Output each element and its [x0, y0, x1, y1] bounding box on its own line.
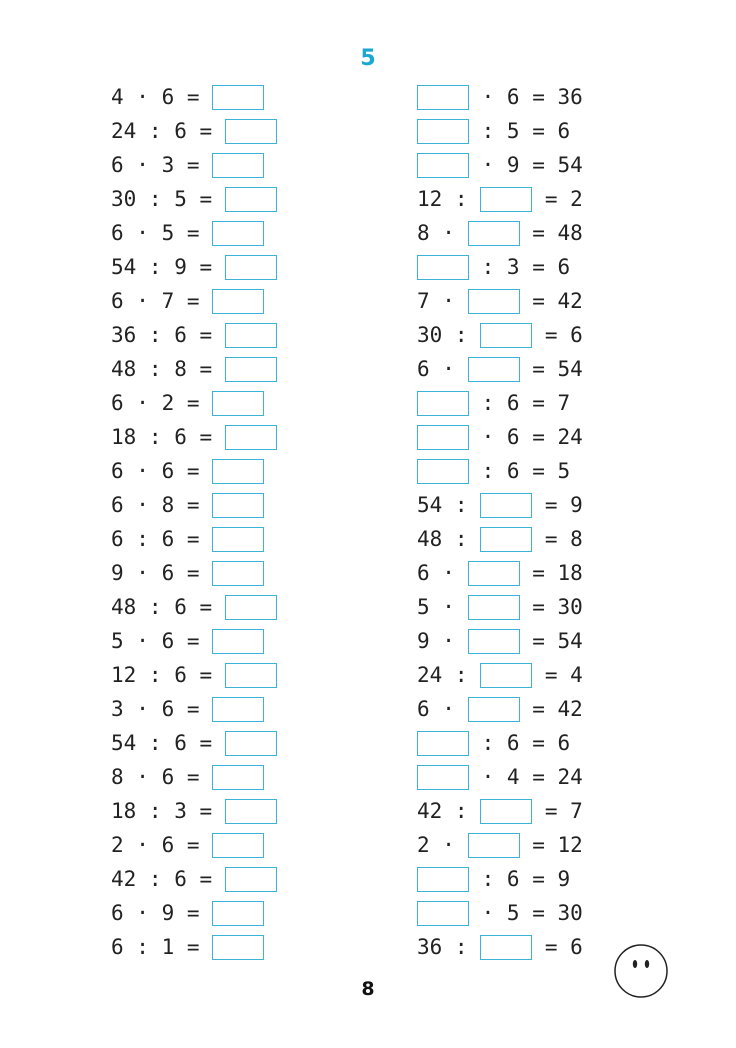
right-exercise-column: [417, 80, 583, 964]
exercise-text: 54 : 6 =: [111, 731, 225, 755]
answer-box[interactable]: [225, 595, 277, 620]
right-exercise-row: [417, 726, 583, 760]
right-exercise-row: [417, 148, 583, 182]
left-exercise-row: [111, 760, 277, 794]
answer-box[interactable]: [480, 187, 532, 212]
answer-box[interactable]: [480, 935, 532, 960]
answer-box[interactable]: [225, 119, 277, 144]
left-exercise-row: [111, 488, 277, 522]
left-exercise-row: [111, 114, 277, 148]
right-exercise-row: [417, 352, 583, 386]
answer-box[interactable]: [225, 323, 277, 348]
answer-box[interactable]: [225, 425, 277, 450]
answer-box[interactable]: [417, 425, 469, 450]
exercise-text: 18 : 3 =: [111, 799, 225, 823]
left-exercise-row: [111, 930, 277, 964]
right-exercise-row: [417, 182, 583, 216]
exercise-text: 8 · 6 =: [111, 765, 213, 789]
exercise-text: 30 :: [417, 323, 481, 347]
answer-box[interactable]: [417, 901, 469, 926]
answer-box[interactable]: [480, 323, 532, 348]
left-exercise-row: [111, 556, 277, 590]
right-exercise-row: [417, 386, 583, 420]
exercise-text: · 9 = 54: [469, 153, 583, 177]
exercise-text: 42 : 6 =: [111, 867, 225, 891]
answer-box[interactable]: [417, 153, 469, 178]
right-exercise-row: [417, 862, 583, 896]
exercise-text: 5 · 6 =: [111, 629, 213, 653]
answer-box[interactable]: [480, 493, 532, 518]
right-exercise-row: [417, 488, 583, 522]
exercise-text: = 42: [519, 697, 583, 721]
answer-box[interactable]: [468, 697, 520, 722]
answer-box[interactable]: [468, 289, 520, 314]
answer-box[interactable]: [212, 697, 264, 722]
left-exercise-column: [111, 80, 277, 964]
exercise-text: 6 · 6 =: [111, 459, 213, 483]
exercise-text: = 12: [519, 833, 583, 857]
exercise-text: 2 ·: [417, 833, 468, 857]
exercise-text: 24 : 6 =: [111, 119, 225, 143]
exercise-text: = 9: [532, 493, 583, 517]
answer-box[interactable]: [225, 357, 277, 382]
left-exercise-row: [111, 352, 277, 386]
left-exercise-row: [111, 182, 277, 216]
right-exercise-row: [417, 760, 583, 794]
answer-box[interactable]: [468, 357, 520, 382]
answer-box[interactable]: [480, 527, 532, 552]
exercise-text: = 54: [519, 357, 583, 381]
answer-box[interactable]: [468, 561, 520, 586]
exercise-text: 3 · 6 =: [111, 697, 213, 721]
exercise-text: 6 · 8 =: [111, 493, 213, 517]
answer-box[interactable]: [212, 153, 264, 178]
answer-box[interactable]: [212, 85, 264, 110]
answer-box[interactable]: [417, 765, 469, 790]
right-exercise-row: [417, 828, 583, 862]
answer-box[interactable]: [417, 867, 469, 892]
exercise-text: = 4: [532, 663, 583, 687]
answer-box[interactable]: [212, 561, 264, 586]
exercise-text: 30 : 5 =: [111, 187, 225, 211]
right-exercise-row: [417, 420, 583, 454]
left-exercise-row: [111, 624, 277, 658]
answer-box[interactable]: [417, 255, 469, 280]
right-exercise-row: [417, 624, 583, 658]
left-exercise-row: [111, 862, 277, 896]
exercise-text: = 42: [519, 289, 583, 313]
right-exercise-row: [417, 692, 583, 726]
exercise-text: : 6 = 6: [469, 731, 571, 755]
smiley-face-icon: [614, 944, 668, 998]
right-exercise-row: [417, 284, 583, 318]
answer-box[interactable]: [212, 901, 264, 926]
left-exercise-row: [111, 522, 277, 556]
exercise-text: : 3 = 6: [469, 255, 571, 279]
answer-box[interactable]: [417, 459, 469, 484]
exercise-text: = 6: [532, 935, 583, 959]
answer-box[interactable]: [225, 255, 277, 280]
exercise-text: · 6 = 36: [469, 85, 583, 109]
exercise-text: 24 :: [417, 663, 481, 687]
section-number: 5: [360, 46, 376, 71]
answer-box[interactable]: [417, 119, 469, 144]
answer-box[interactable]: [468, 221, 520, 246]
right-exercise-row: [417, 896, 583, 930]
answer-box[interactable]: [212, 459, 264, 484]
exercise-text: 54 :: [417, 493, 481, 517]
right-exercise-row: [417, 590, 583, 624]
right-exercise-row: [417, 80, 583, 114]
answer-box[interactable]: [468, 833, 520, 858]
exercise-text: : 5 = 6: [469, 119, 571, 143]
left-exercise-row: [111, 148, 277, 182]
exercise-text: 6 · 5 =: [111, 221, 213, 245]
answer-box[interactable]: [468, 629, 520, 654]
right-exercise-row: [417, 114, 583, 148]
exercise-text: = 48: [519, 221, 583, 245]
right-exercise-row: [417, 556, 583, 590]
answer-box[interactable]: [225, 867, 277, 892]
page-number: 8: [361, 978, 375, 1000]
exercise-text: 6 · 7 =: [111, 289, 213, 313]
left-exercise-row: [111, 794, 277, 828]
exercise-text: 5 ·: [417, 595, 468, 619]
left-exercise-row: [111, 386, 277, 420]
right-exercise-row: [417, 454, 583, 488]
answer-box[interactable]: [212, 833, 264, 858]
left-exercise-row: [111, 216, 277, 250]
left-exercise-row: [111, 896, 277, 930]
exercise-text: = 6: [532, 323, 583, 347]
exercise-text: 7 ·: [417, 289, 468, 313]
exercise-text: 6 ·: [417, 357, 468, 381]
answer-box[interactable]: [212, 289, 264, 314]
answer-box[interactable]: [480, 663, 532, 688]
exercise-text: 6 : 1 =: [111, 935, 213, 959]
answer-box[interactable]: [212, 629, 264, 654]
exercise-text: 6 · 9 =: [111, 901, 213, 925]
answer-box[interactable]: [225, 799, 277, 824]
left-exercise-row: [111, 828, 277, 862]
right-exercise-row: [417, 216, 583, 250]
exercise-text: 48 : 6 =: [111, 595, 225, 619]
exercise-text: : 6 = 9: [469, 867, 571, 891]
exercise-text: 4 · 6 =: [111, 85, 213, 109]
exercise-text: = 8: [532, 527, 583, 551]
answer-box[interactable]: [212, 391, 264, 416]
left-exercise-row: [111, 80, 277, 114]
answer-box[interactable]: [212, 765, 264, 790]
exercise-text: = 30: [519, 595, 583, 619]
left-exercise-row: [111, 658, 277, 692]
exercise-text: 8 ·: [417, 221, 468, 245]
exercise-text: · 4 = 24: [469, 765, 583, 789]
exercise-text: · 6 = 24: [469, 425, 583, 449]
exercise-text: 2 · 6 =: [111, 833, 213, 857]
exercise-text: · 5 = 30: [469, 901, 583, 925]
left-exercise-row: [111, 692, 277, 726]
answer-box[interactable]: [417, 85, 469, 110]
answer-box[interactable]: [417, 731, 469, 756]
exercise-text: = 2: [532, 187, 583, 211]
answer-box[interactable]: [480, 799, 532, 824]
exercise-text: 36 : 6 =: [111, 323, 225, 347]
answer-box[interactable]: [225, 731, 277, 756]
answer-box[interactable]: [212, 221, 264, 246]
answer-box[interactable]: [212, 493, 264, 518]
exercise-text: 18 : 6 =: [111, 425, 225, 449]
answer-box[interactable]: [212, 935, 264, 960]
exercise-text: 36 :: [417, 935, 481, 959]
exercise-text: 6 ·: [417, 697, 468, 721]
right-exercise-row: [417, 522, 583, 556]
exercise-text: 6 ·: [417, 561, 468, 585]
exercise-text: 6 · 3 =: [111, 153, 213, 177]
answer-box[interactable]: [417, 391, 469, 416]
answer-box[interactable]: [225, 187, 277, 212]
right-exercise-row: [417, 930, 583, 964]
left-exercise-row: [111, 250, 277, 284]
left-exercise-row: [111, 284, 277, 318]
exercise-text: : 6 = 5: [469, 459, 571, 483]
left-exercise-row: [111, 420, 277, 454]
exercise-text: 6 · 2 =: [111, 391, 213, 415]
answer-box[interactable]: [468, 595, 520, 620]
answer-box[interactable]: [212, 527, 264, 552]
exercise-text: 54 : 9 =: [111, 255, 225, 279]
left-exercise-row: [111, 318, 277, 352]
exercise-text: 6 : 6 =: [111, 527, 213, 551]
exercise-text: = 18: [519, 561, 583, 585]
exercise-text: = 7: [532, 799, 583, 823]
answer-box[interactable]: [225, 663, 277, 688]
exercise-text: = 54: [519, 629, 583, 653]
left-exercise-row: [111, 454, 277, 488]
exercise-text: 12 : 6 =: [111, 663, 225, 687]
left-exercise-row: [111, 726, 277, 760]
exercise-text: 42 :: [417, 799, 481, 823]
right-exercise-row: [417, 794, 583, 828]
right-exercise-row: [417, 318, 583, 352]
right-exercise-row: [417, 658, 583, 692]
exercise-text: : 6 = 7: [469, 391, 571, 415]
left-exercise-row: [111, 590, 277, 624]
right-exercise-row: [417, 250, 583, 284]
exercise-text: 48 :: [417, 527, 481, 551]
exercise-text: 48 : 8 =: [111, 357, 225, 381]
exercise-text: 12 :: [417, 187, 481, 211]
exercise-text: 9 ·: [417, 629, 468, 653]
exercise-text: 9 · 6 =: [111, 561, 213, 585]
